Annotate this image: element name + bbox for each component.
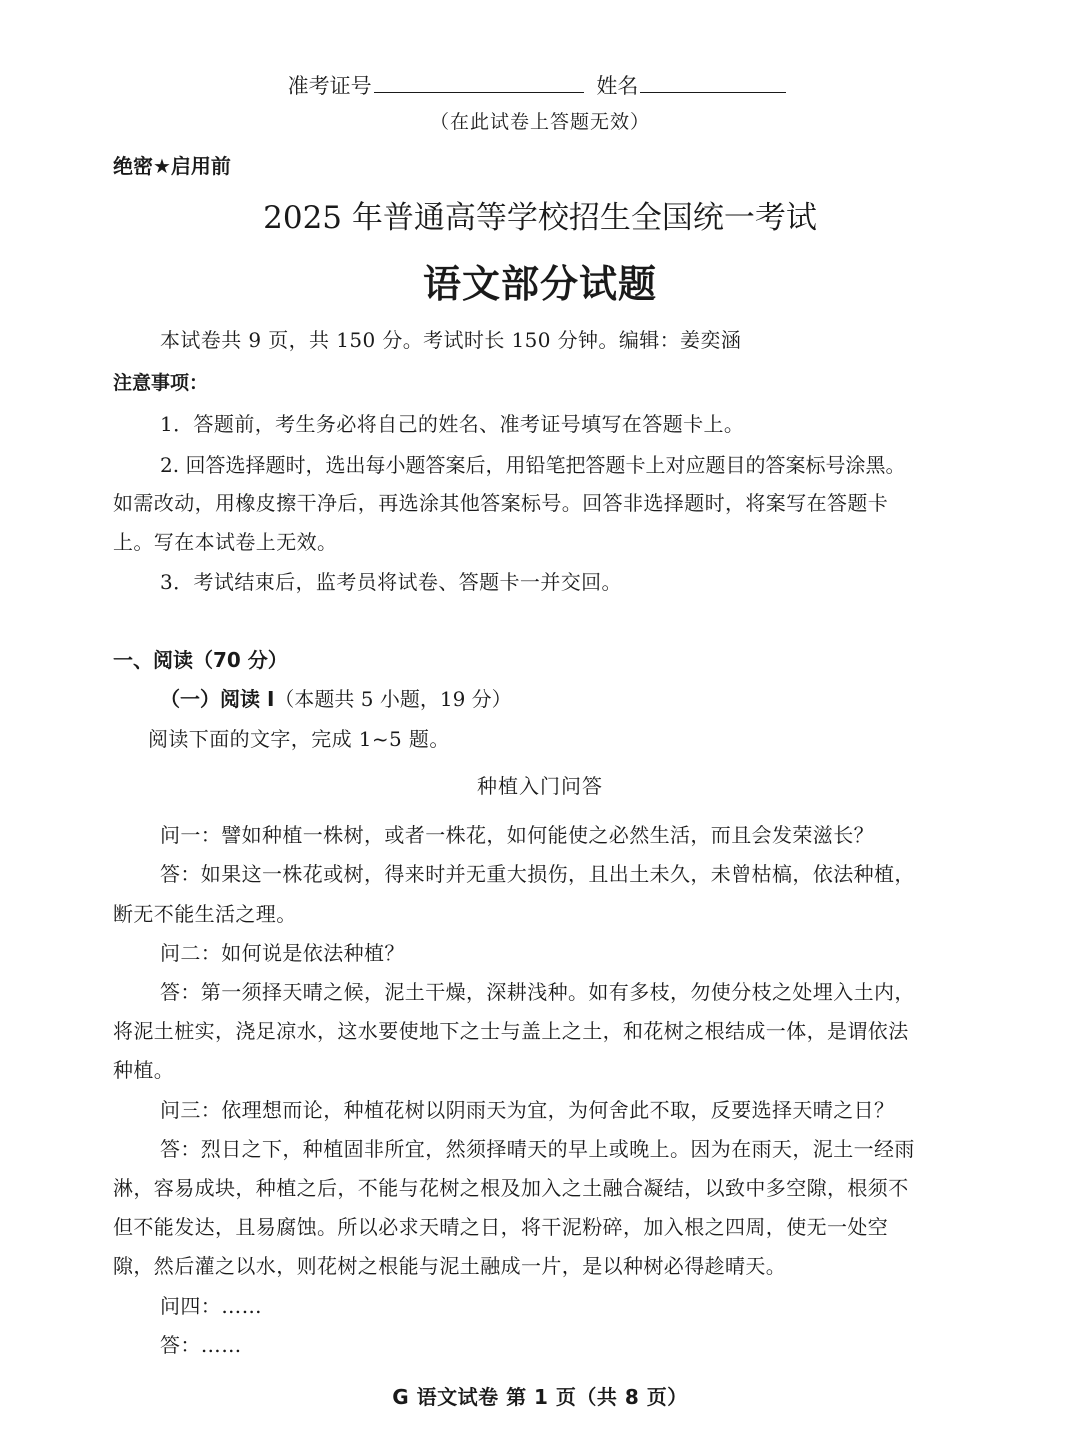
page-footer: G 语文试卷 第 1 页（共 8 页） (392, 1385, 688, 1409)
answer-2-line-2: 将泥土桩实，浇足凉水，这水要使地下之士与盖上之土，和花树之根结成一体，是谓依法 (113, 1019, 909, 1043)
question-1: 问一：譬如种植一株树，或者一株花，如何能使之必然生活，而且会发荣滋长？ (160, 823, 874, 847)
name-label: 姓名 (596, 74, 639, 98)
ticket-number-blank (374, 74, 584, 93)
ticket-number-label: 准考证号 (287, 74, 372, 98)
name-blank (640, 74, 786, 93)
answer-3-line-1: 答：烈日之下，种植固非所宜，然须择晴天的早上或晚上。因为在雨天，泥土一经雨 (160, 1137, 915, 1161)
answer-1-line-1: 答：如果这一株花或树，得来时并无重大损伤，且出土未久，未曾枯槁，依法种植， (160, 862, 915, 886)
section-heading: 一、阅读（70 分） (113, 648, 288, 672)
subject-title: 语文部分试题 (422, 262, 657, 306)
article-title: 种植入门问答 (477, 774, 603, 798)
notes-item-2-line-1: 2. 回答选择题时，选出每小题答案后，用铅笔把答题卡上对应题目的答案标号涂黑。 (160, 453, 906, 477)
notes-item-1: 1．答题前，考生务必将自己的姓名、准考证号填写在答题卡上。 (160, 412, 745, 436)
invalid-answer-note: （在此试卷上答题无效） (429, 111, 650, 133)
notes-item-2-line-2: 如需改动，用橡皮擦干净后，再选涂其他答案标号。回答非选择题时，将案写在答题卡 (113, 491, 889, 515)
secret-mark: 绝密★启用前 (113, 154, 231, 178)
notes-item-2-line-3: 上。写在本试卷上无效。 (113, 530, 338, 554)
question-2: 问二：如何说是依法种植？ (160, 941, 405, 965)
question-3: 问三：依理想而论，种植花树以阴雨天为宜，为何舍此不取，反要选择天晴之日？ (160, 1098, 895, 1122)
sub-section-heading (160, 683, 512, 712)
question-4: 问四：…… (160, 1294, 262, 1318)
answer-4: 答：…… (160, 1333, 242, 1357)
reading-instruction: 阅读下面的文字，完成 1~5 题。 (148, 727, 450, 751)
notes-item-3: 3．考试结束后，监考员将试卷、答题卡一并交回。 (160, 570, 622, 594)
answer-3-line-3: 但不能发达，且易腐蚀。所以必求天晴之日，将干泥粉碎，加入根之四周，使无一处空 (113, 1215, 889, 1239)
exam-title: 2025 年普通高等学校招生全国统一考试 (263, 200, 817, 236)
sub-section-heading-rest: （本题共 5 小题，19 分） (274, 687, 512, 711)
notes-heading: 注意事项： (113, 372, 209, 394)
answer-1-line-2: 断无不能生活之理。 (113, 902, 297, 926)
candidate-info-line (0, 70, 1080, 100)
answer-3-line-4: 隙，然后灌之以水，则花树之根能与泥土融成一片，是以种树必得趁晴天。 (113, 1254, 787, 1278)
sub-section-heading-bold: （一）阅读 I (160, 687, 275, 711)
answer-2-line-1: 答：第一须择天晴之候，泥土干燥，深耕浅种。如有多枝，勿使分枝之处埋入土内， (160, 980, 915, 1004)
answer-3-line-2: 淋，容易成块，种植之后，不能与花树之根及加入之土融合凝结，以致中多空隙，根须不 (113, 1176, 909, 1200)
exam-info: 本试卷共 9 页，共 150 分。考试时长 150 分钟。编辑：姜奕涵 (160, 328, 742, 352)
answer-2-line-3: 种植。 (113, 1058, 175, 1082)
